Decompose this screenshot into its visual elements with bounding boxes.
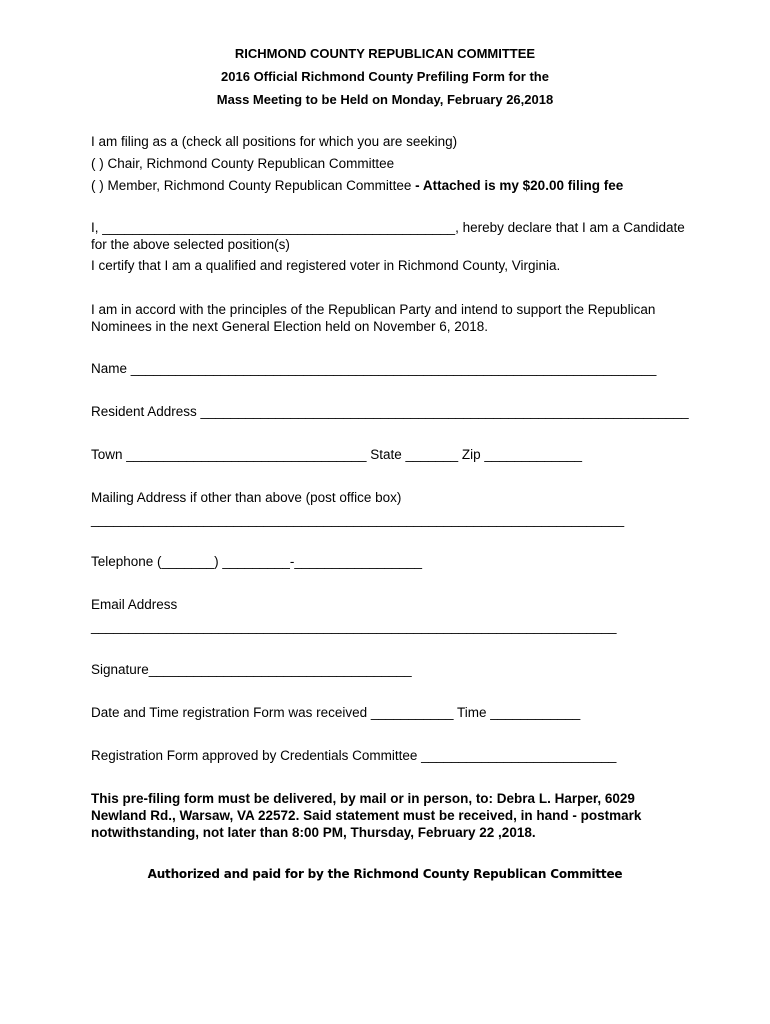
credentials-approval-field[interactable]: Registration Form approved by Credentials Committee __________________________: [91, 748, 617, 763]
header-committee-name: RICHMOND COUNTY REPUBLICAN COMMITTEE: [234, 46, 536, 61]
declaration-position-text: for the above selected position(s): [91, 237, 290, 252]
position-member-option[interactable]: [91, 178, 623, 194]
accord-statement-line1: I am in accord with the principles of the Republican Party and intend to support the Republican: [91, 302, 656, 317]
name-field[interactable]: Name ______________________________________________________________________: [91, 361, 657, 376]
declaration-line[interactable]: I, _______________________________________________, hereby declare that I am a Candidate: [91, 220, 685, 235]
positions-intro: I am filing as a (check all positions for which you are seeking): [91, 134, 458, 149]
accord-statement-line2: Nominees in the next General Election held on November 6, 2018.: [91, 319, 488, 334]
delivery-instructions-line1: This pre-filing form must be delivered, by mail or in person, to: Debra L. Harper, 6029: [91, 791, 635, 806]
authorized-paid-footer: Authorized and paid for by the Richmond County Republican Committee: [147, 867, 623, 881]
voter-certification: I certify that I am a qualified and registered voter in Richmond County, Virginia.: [91, 258, 561, 273]
email-address-field[interactable]: ______________________________________________________________________: [91, 619, 617, 634]
delivery-instructions-line2: Newland Rd., Warsaw, VA 22572. Said statement must be received, in hand - postmark: [91, 808, 642, 823]
position-member-label: ( ) Member, Richmond County Republican Committee: [91, 178, 416, 193]
town-state-zip-field[interactable]: Town ________________________________ State _______ Zip _____________: [91, 447, 582, 462]
resident-address-field[interactable]: Resident Address _________________________________________________________________: [91, 404, 689, 419]
telephone-field[interactable]: Telephone (_______) _________-_________________: [91, 554, 423, 569]
signature-field[interactable]: Signature___________________________________: [91, 662, 412, 677]
email-address-label: Email Address: [91, 597, 178, 612]
header-form-title: 2016 Official Richmond County Prefiling Form for the: [221, 69, 549, 84]
position-chair-option[interactable]: ( ) Chair, Richmond County Republican Committee: [91, 156, 395, 171]
mailing-address-field[interactable]: _______________________________________________________________________: [91, 512, 625, 527]
filing-fee-note: - Attached is my $20.00 filing fee: [415, 178, 624, 193]
delivery-instructions-line3: notwithstanding, not later than 8:00 PM, Thursday, February 22 ,2018.: [91, 825, 536, 840]
mailing-address-label: Mailing Address if other than above (post office box): [91, 490, 402, 505]
header-meeting-date: Mass Meeting to be Held on Monday, February 26,2018: [216, 92, 554, 107]
date-time-received-field[interactable]: Date and Time registration Form was received ___________ Time ____________: [91, 705, 581, 720]
